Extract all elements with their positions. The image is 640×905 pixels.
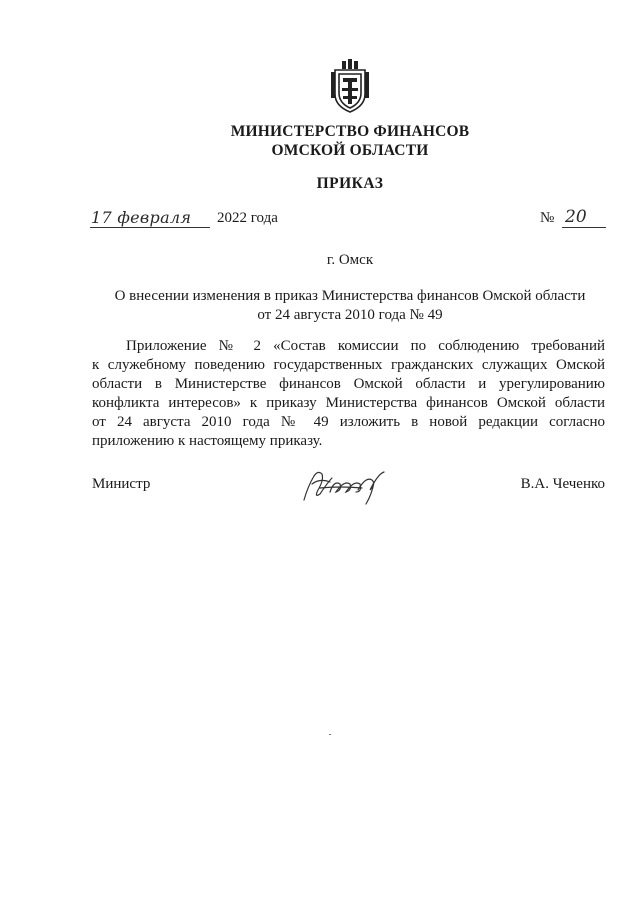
signatory-title: Министр bbox=[92, 476, 151, 492]
handwritten-date: 17 февраля bbox=[91, 208, 192, 227]
body-line: от 24 августа 2010 года № 49 изложить в новой редакции согласно bbox=[92, 414, 605, 430]
subject-line2: от 24 августа 2010 года № 49 bbox=[257, 307, 443, 323]
date-underline bbox=[90, 227, 210, 228]
coat-of-arms-icon bbox=[329, 58, 371, 114]
signatory-name: В.А. Чеченко bbox=[520, 476, 605, 492]
body-line: к служебному поведению государственных гражданских служащих Омской bbox=[92, 357, 605, 373]
subject-line1: О внесении изменения в приказ Министерства финансов Омской области bbox=[114, 288, 586, 304]
city-text: г. Омск bbox=[326, 252, 374, 268]
year-text: 2022 года bbox=[217, 210, 278, 226]
ministry-name-line1: МИНИСТЕРСТВО ФИНАНСОВ bbox=[230, 123, 470, 140]
handwritten-number: 20 bbox=[565, 207, 587, 227]
number-underline bbox=[562, 227, 606, 228]
body-line: области в Министерстве финансов Омской области и урегулированию bbox=[92, 376, 605, 392]
number-label: № bbox=[540, 210, 555, 226]
document-title: ПРИКАЗ bbox=[316, 175, 384, 192]
scan-speck bbox=[329, 734, 331, 735]
body-paragraph bbox=[92, 337, 605, 451]
signature-icon bbox=[300, 466, 390, 506]
body-line: конфликта интересов» к приказу Министерства финансов Омской области bbox=[92, 395, 605, 411]
date-number-line bbox=[88, 207, 608, 234]
body-line: Приложение № 2 «Состав комиссии по соблюдению требований bbox=[126, 338, 605, 354]
ministry-name-line2: ОМСКОЙ ОБЛАСТИ bbox=[271, 142, 429, 159]
body-line: приложению к настоящему приказу. bbox=[92, 433, 323, 449]
